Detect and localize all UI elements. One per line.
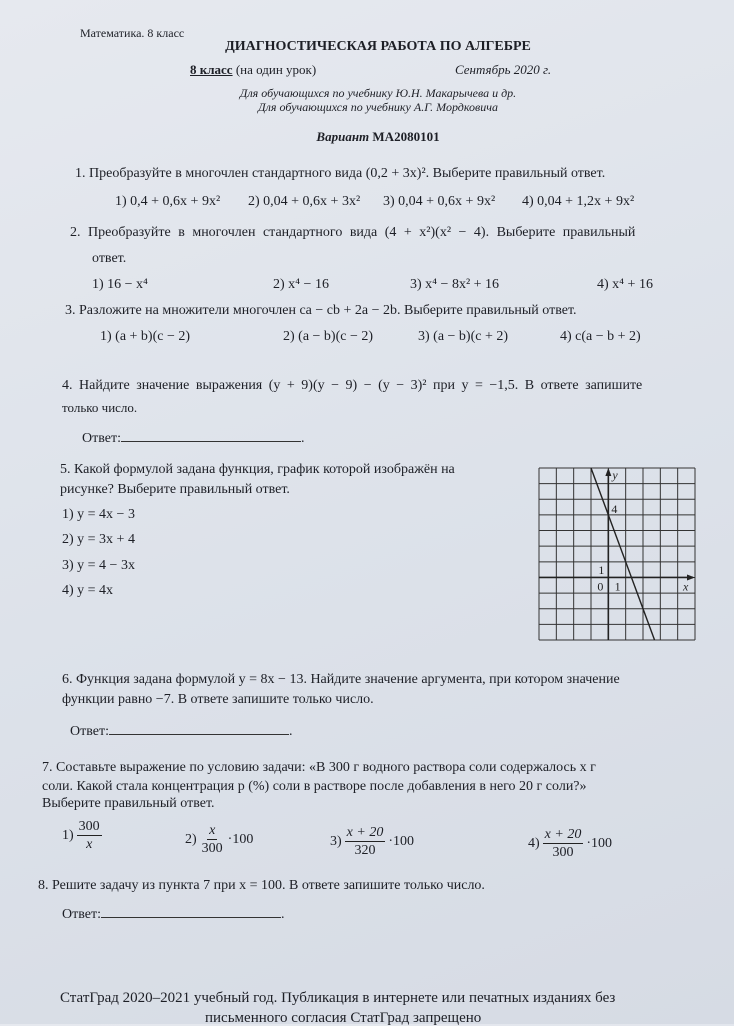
q3-option-3: 3) (a − b)(c + 2) [418, 329, 509, 344]
q8-answer[interactable]: Ответ: . [62, 907, 285, 922]
function-graph [537, 466, 697, 642]
answer-label: Ответ: [62, 907, 101, 922]
q1-option-1: 1) 0,4 + 0,6x + 9x² [115, 194, 221, 209]
question-6-text: 6. Функция задана формулой y = 8x − 13. Найдите значение аргумента, при котором значение [62, 672, 620, 687]
grade: 8 класс [190, 62, 233, 77]
answer-label: Ответ: [82, 431, 121, 446]
variant [316, 129, 439, 145]
page-title: ДИАГНОСТИЧЕСКАЯ РАБОТА ПО АЛГЕБРЕ [225, 39, 531, 54]
question-7-line-2: соли. Какой стала концентрация p (%) соли в растворе после добавления в него 20 г соли?» [42, 779, 587, 794]
tick-label-4: 4 [611, 501, 618, 516]
textbook-note-1: Для обучающихся по учебнику Ю.Н. Макарычева и др. [239, 86, 517, 100]
question-3-text: 3. Разложите на множители многочлен ca − cb + 2a − 2b. Выберите правильный ответ. [65, 303, 577, 318]
question-5-text-cont: рисунке? Выберите правильный ответ. [60, 482, 290, 497]
answer-label: Ответ: [70, 724, 109, 739]
q2-option-3: 3) x⁴ − 8x² + 16 [410, 277, 500, 292]
function-line [591, 468, 655, 640]
q5-option-4: 4) y = 4x [62, 583, 114, 598]
question-2-text: 2. Преобразуйте в многочлен стандартного вида (4 + x²)(x² − 4). Выберите правильный [70, 225, 636, 240]
variant-label: Вариант [316, 129, 370, 144]
y-axis-label: y [612, 468, 618, 482]
q4-answer[interactable]: Ответ: . [82, 431, 305, 446]
date: Сентябрь 2020 г. [455, 62, 552, 77]
answer-line[interactable] [121, 429, 301, 442]
q3-option-4: 4) c(a − b + 2) [560, 329, 641, 344]
q2-option-1: 1) 16 − x⁴ [92, 277, 148, 292]
q2-option-2: 2) x⁴ − 16 [273, 277, 329, 292]
question-8-text: 8. Решите задачу из пункта 7 при x = 100. В ответе запишите только число. [38, 878, 485, 893]
q7-option-4: 4) $\frac{x + 20}{300}$ ·100 [528, 827, 613, 860]
q7-option-1: 1) $\frac{300}{x}$ [62, 819, 100, 852]
footer-line-1: СтатГрад 2020–2021 учебный год. Публикация в интернете или печатных изданиях без [60, 990, 616, 1006]
variant-code: МА2080101 [372, 129, 440, 144]
answer-line[interactable] [109, 722, 289, 735]
question-7-line-3: Выберите правильный ответ. [42, 796, 215, 811]
graph-grid [539, 468, 695, 640]
footer-line-2: письменного согласия СтатГрад запрещено [205, 1010, 482, 1026]
q1-option-4: 4) 0,04 + 1,2x + 9x² [522, 194, 635, 209]
grade-line [190, 62, 316, 78]
answer-line[interactable] [101, 905, 281, 918]
q7-option-3: 3) $\frac{x + 20}{320}$ ·100 [330, 825, 415, 858]
q3-option-2: 2) (a − b)(c − 2) [283, 329, 374, 344]
x-axis-label: x [683, 579, 689, 594]
q5-option-2: 2) y = 3x + 4 [62, 532, 135, 547]
q7-option-2: 2) $\frac{x}{300}$ ·100 [185, 823, 254, 856]
q5-option-1: 1) y = 4x − 3 [62, 507, 135, 522]
q1-option-3: 3) 0,04 + 0,6x + 9x² [383, 194, 496, 209]
q1-option-2: 2) 0,04 + 0,6x + 3x² [248, 194, 361, 209]
q6-answer[interactable]: Ответ: . [70, 724, 293, 739]
textbook-note-2: Для обучающихся по учебнику А.Г. Мордковича [258, 100, 498, 114]
q5-option-3: 3) y = 4 − 3x [62, 558, 135, 573]
q2-option-4: 4) x⁴ + 16 [597, 277, 653, 292]
question-6-text-cont: функции равно −7. В ответе запишите только число. [62, 692, 374, 707]
origin-label: 0 [597, 579, 604, 594]
question-2-text-cont: ответ. [92, 251, 127, 266]
question-4-text-cont: только число. [62, 400, 138, 415]
question-1-text: 1. Преобразуйте в многочлен стандартного вида (0,2 + 3x)². Выберите правильный ответ. [75, 166, 606, 181]
y-axis-arrow [605, 468, 611, 476]
question-4-text: 4. Найдите значение выражения (y + 9)(y − 9) − (y − 3)² при y = −1,5. В ответе запишите [62, 378, 643, 393]
q3-option-1: 1) (a + b)(c − 2) [100, 329, 191, 344]
question-5-text: 5. Какой формулой задана функция, график которой изображён на [60, 462, 455, 477]
question-7-line-1: 7. Составьте выражение по условию задачи: «В 300 г водного раствора соли содержалось x г [42, 760, 596, 775]
duration: (на один урок) [235, 62, 317, 77]
tick-label-1-x: 1 [614, 579, 621, 594]
tick-label-1-y: 1 [598, 562, 605, 577]
subject-label: Математика. 8 класс [80, 26, 185, 40]
